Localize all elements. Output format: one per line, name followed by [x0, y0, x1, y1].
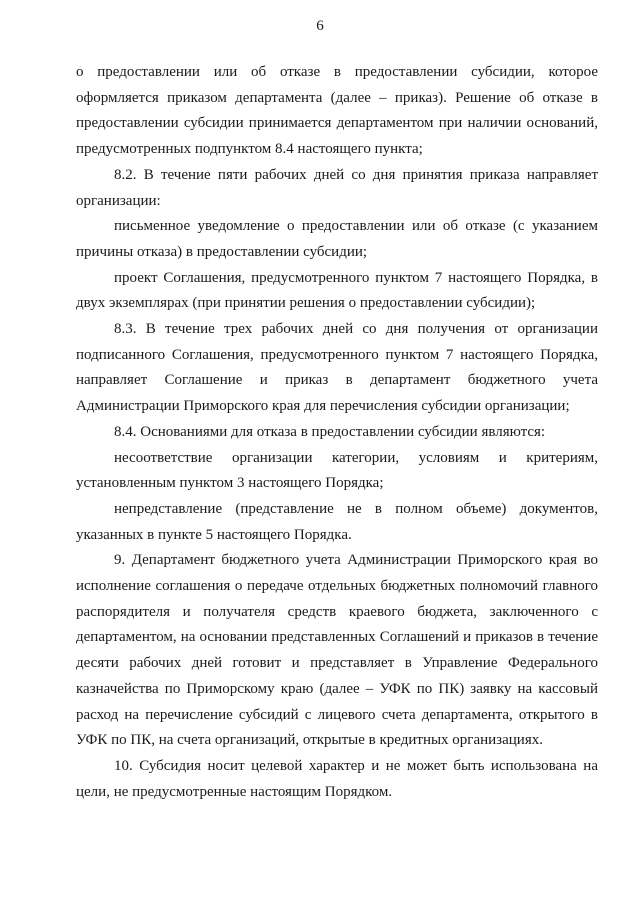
paragraph: 8.2. В течение пяти рабочих дней со дня принятия приказа направляет организации:	[76, 166, 598, 209]
paragraph: о предоставлении или об отказе в предоставлении субсидии, которое оформляется приказом департамента (далее – приказ). Решение об отказе в предоставлении субсидии принимается департаментом при наличии оснований, предусмотренных подпунктом 8.4 настоящего пункта;	[76, 64, 598, 158]
paragraph: 10. Субсидия носит целевой характер и не может быть использована на цели, не предусмотренные настоящим Порядком.	[76, 757, 598, 800]
paragraph: 8.4. Основаниями для отказа в предоставлении субсидии являются:	[114, 423, 546, 440]
paragraph: непредставление (представление не в полном объеме) документов, указанных в пункте 5 настоящего Порядка.	[76, 500, 598, 543]
page-number: 6	[316, 18, 324, 34]
paragraph: 8.3. В течение трех рабочих дней со дня получения от организации подписанного Соглашения, предусмотренного пунктом 7 настоящего Порядка, направляет Соглашение и приказ в департамент бюджетного учета Администрации Приморского края для перечисления субсидии организации;	[76, 321, 598, 415]
paragraph: письменное уведомление о предоставлении или об отказе (с указанием причины отказа) в предоставлении субсидии;	[76, 218, 598, 260]
paragraph: несоответствие организации категории, условиям и критериям, установленным пунктом 3 настоящего Порядка;	[76, 449, 598, 492]
document-body	[76, 60, 598, 805]
paragraph: проект Соглашения, предусмотренного пунктом 7 настоящего Порядка, в двух экземплярах (при принятии решения о предоставлении субсидии);	[76, 269, 598, 312]
paragraph: 9. Департамент бюджетного учета Администрации Приморского края во исполнение соглашения о передаче отдельных бюджетных полномочий главного распорядителя и получателя средств краевого бюджета, заключенного с департаментом, на основании представленных Соглашений и приказов в течение десяти рабочих дней готовит и представляет в Управление Федерального казначейства по Приморскому краю (далее – УФК по ПК) заявку на кассовый расход на перечисление субсидий с лицевого счета департамента, открытого в УФК по ПК, на счета организаций, открытые в кредитных организациях.	[76, 552, 598, 749]
